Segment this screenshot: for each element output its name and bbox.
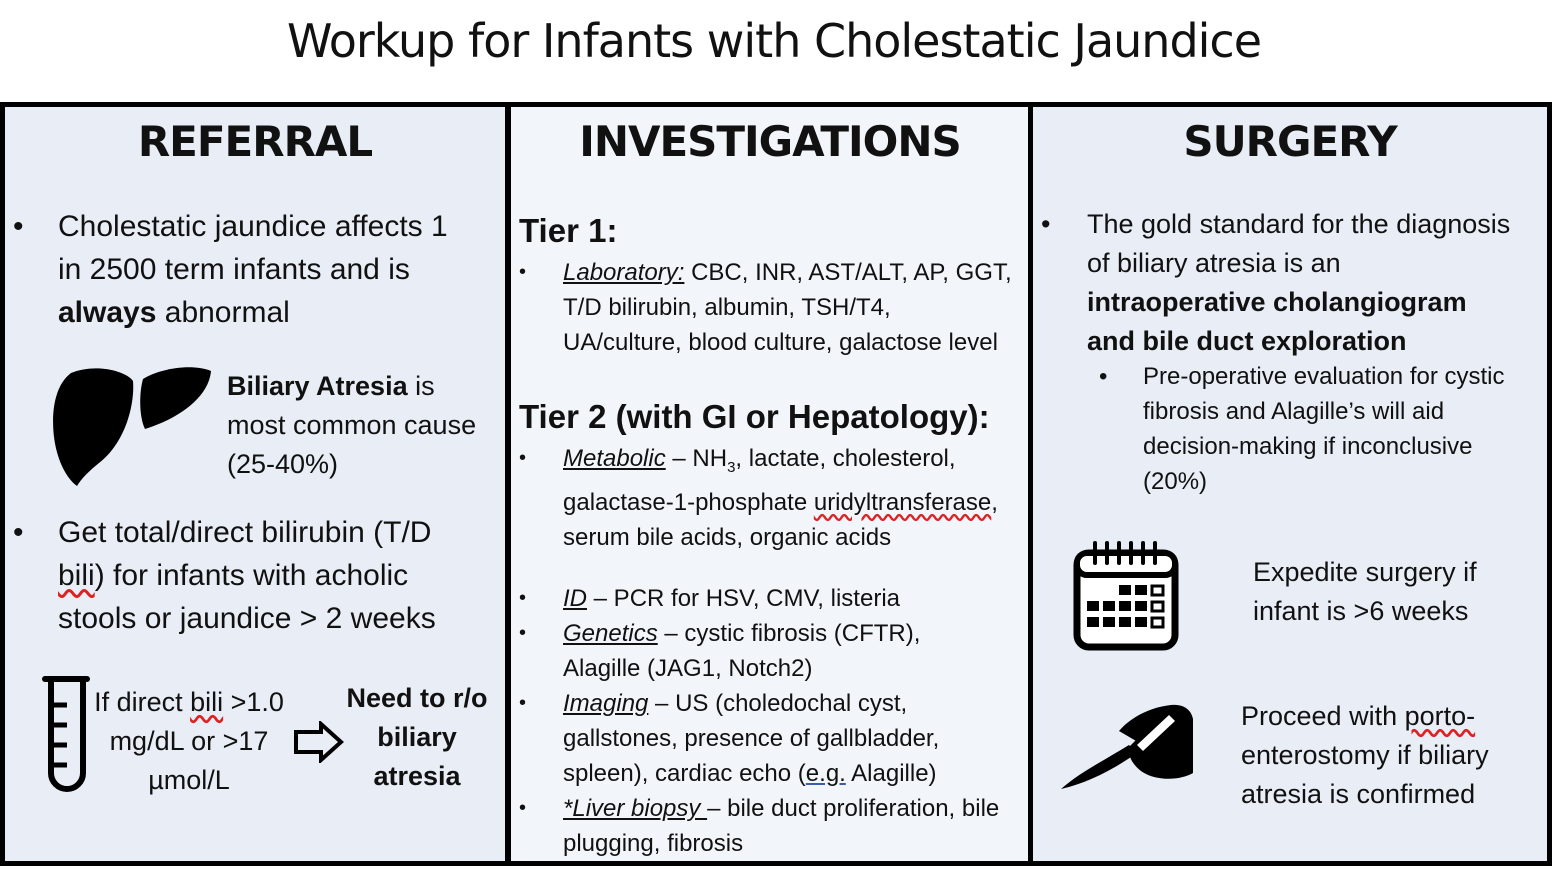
referral-bullet-2: • Get total/direct bilirubin (T/D bili) for infants with acholic stools or jaundice > 2 weeks xyxy=(13,511,493,640)
test-tube-icon xyxy=(41,675,93,801)
referral-bullet-1: • Cholestatic jaundice affects 1 in 2500 term infants and is always abnormal xyxy=(13,205,483,334)
biliary-atresia-note: Biliary Atresia is most common cause (25-40%) xyxy=(227,371,477,479)
scalpel-hand-icon xyxy=(1059,701,1199,793)
tier-2-heading: Tier 2 (with GI or Hepatology): xyxy=(519,398,990,435)
rule-out-note: Need to r/o biliary atresia xyxy=(346,683,488,791)
metabolic-item: • Metabolic – $NH_3$, lactate, cholesterol, galactase-1-phosphate uridyltransferase, serum bile acids, organic acids xyxy=(519,441,1019,555)
investigations-heading: INVESTIGATIONS xyxy=(579,117,961,166)
lab-item: • Laboratory: CBC, INR, AST/ALT, AP, GGT, T/D bilirubin, albumin, TSH/T4, UA/culture, blood culture, galactose level xyxy=(519,255,1019,360)
gold-standard-item: • The gold standard for the diagnosis of biliary atresia is an intraoperative cholangiogram and bile duct exploration xyxy=(1041,205,1541,361)
imaging-item: • Imaging – US (choledochal cyst, gallstones, presence of gallbladder, spleen), cardiac echo (e.g. Alagille) xyxy=(519,686,1019,791)
preoperative-subitem: • Pre-operative evaluation for cystic fibrosis and Alagille’s will aid decision-making if inconclusive (20%) xyxy=(1099,359,1539,499)
investigations-panel xyxy=(506,102,1034,866)
liver-icon xyxy=(51,365,213,487)
referral-heading: REFERRAL xyxy=(137,117,373,166)
calendar-icon xyxy=(1073,539,1179,651)
genetics-item: • Genetics – cystic fibrosis (CFTR), Alagille (JAG1, Notch2) xyxy=(519,616,1019,686)
referral-panel xyxy=(0,102,510,866)
expedite-note: Expedite surgery if infant is >6 weeks xyxy=(1253,557,1477,626)
tier-1-heading: Tier 1: xyxy=(519,212,618,249)
surgery-panel xyxy=(1028,102,1552,866)
proceed-note: Proceed with porto-enterostomy if biliary atresia is confirmed xyxy=(1241,701,1489,809)
direct-bili-threshold: If direct bili >1.0 mg/dL or >17 µmol/L xyxy=(94,687,284,795)
id-item: • ID – PCR for HSV, CMV, listeria xyxy=(519,581,1019,616)
surgery-heading: SURGERY xyxy=(1183,117,1397,166)
page-title: Workup for Infants with Cholestatic Jaundice xyxy=(286,14,1262,68)
liver-biopsy-item: • *Liver biopsy – bile duct proliferation, bile plugging, fibrosis xyxy=(519,791,1029,861)
